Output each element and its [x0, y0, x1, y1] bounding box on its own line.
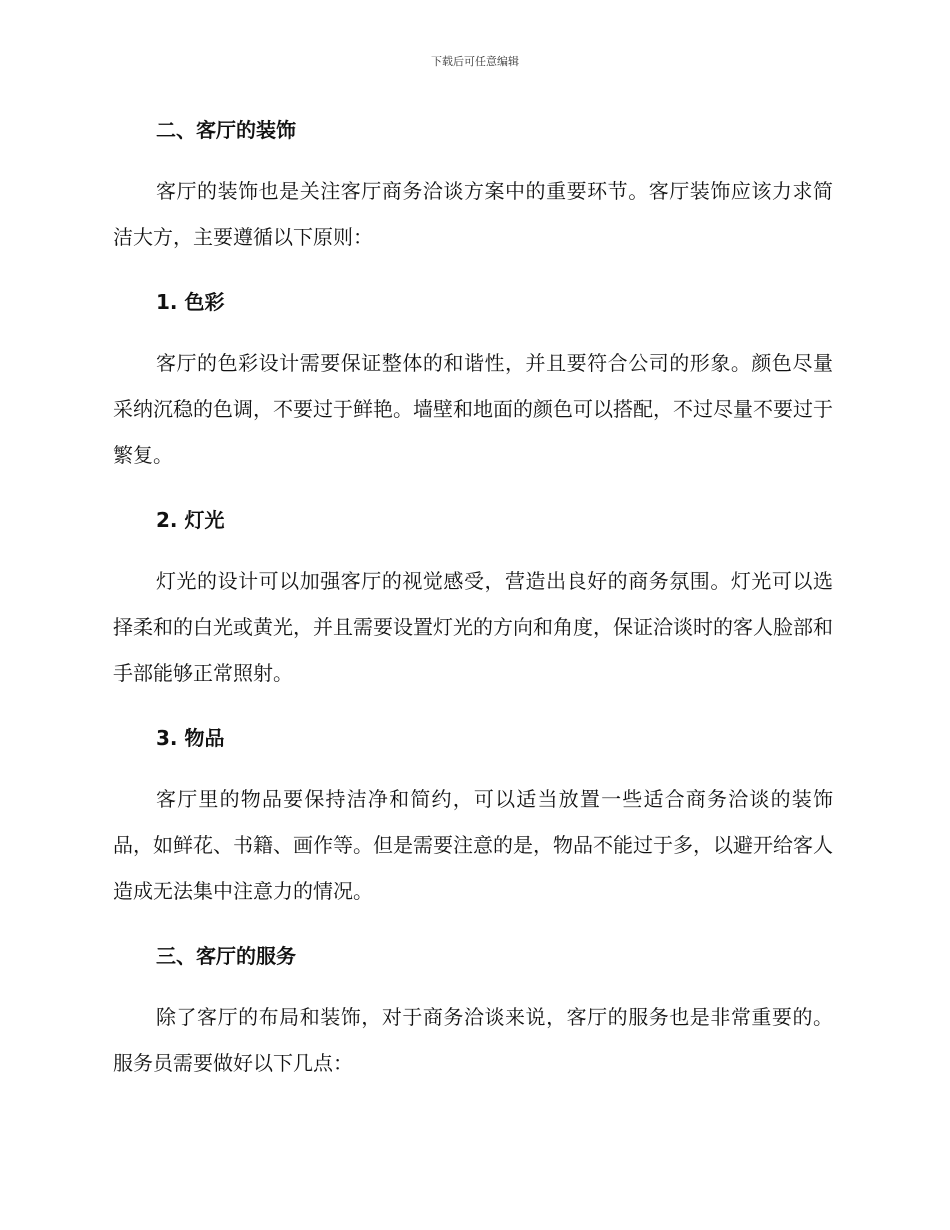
items-paragraph: 客厅里的物品要保持洁净和简约，可以适当放置一些适合商务洽谈的装饰品，如鲜花、书籍、画作等。但是需要注意的是，物品不能过于多，以避开给客人造成无法集中注意力的情况。: [113, 787, 833, 903]
decoration-intro-paragraph: 客厅的装饰也是关注客厅商务洽谈方案中的重要环节。客厅装饰应该力求简洁大方，主要遵循以下原则：: [113, 179, 833, 249]
page-header: 下载后可任意编辑: [431, 55, 519, 68]
color-paragraph: 客厅的色彩设计需要保证整体的和谐性，并且要符合公司的形象。颜色尽量采纳沉稳的色调，不要过于鲜艳。墙壁和地面的颜色可以搭配，不过尽量不要过于繁复。: [113, 351, 833, 467]
service-intro-paragraph: 除了客厅的布局和装饰，对于商务洽谈来说，客厅的服务也是非常重要的。服务员需要做好以下几点：: [113, 1005, 833, 1075]
section-heading-service: 三、客厅的服务: [156, 944, 296, 968]
subheading-items: 3. 物品: [156, 726, 225, 750]
subheading-lighting: 2. 灯光: [156, 508, 225, 532]
subheading-color: 1. 色彩: [156, 290, 225, 314]
section-heading-decoration: 二、客厅的装饰: [156, 118, 296, 142]
lighting-paragraph: 灯光的设计可以加强客厅的视觉感受，营造出良好的商务氛围。灯光可以选择柔和的白光或黄光，并且需要设置灯光的方向和角度，保证洽谈时的客人脸部和手部能够正常照射。: [113, 569, 833, 685]
document-body: [113, 108, 833, 1106]
